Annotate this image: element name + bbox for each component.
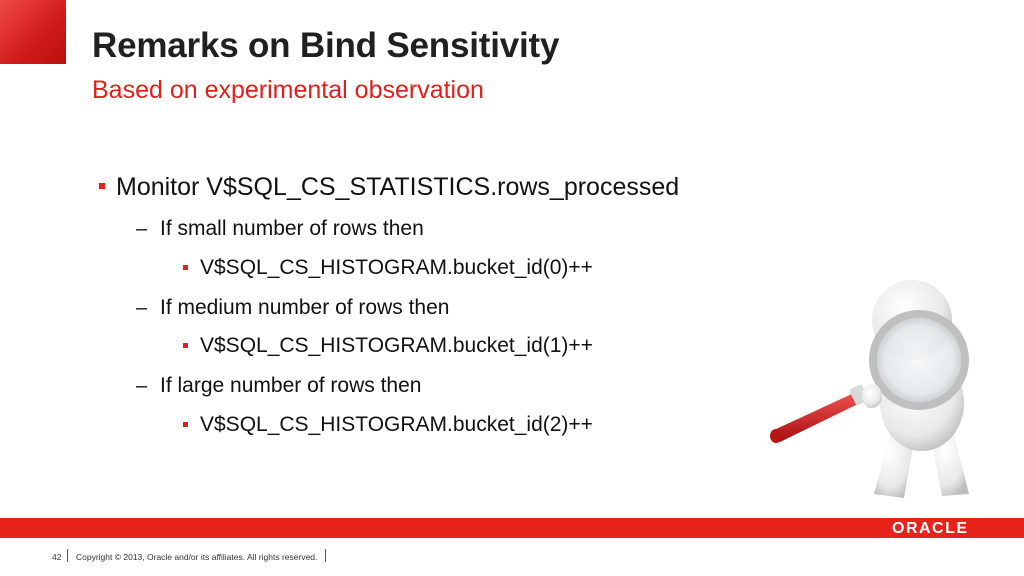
- slide-title: Remarks on Bind Sensitivity: [92, 26, 560, 65]
- bullet-item: If large number of rows then: [160, 374, 422, 397]
- bullet-item: V$SQL_CS_HISTOGRAM.bucket_id(2)++: [200, 413, 593, 436]
- footer-divider: [67, 549, 68, 562]
- footer-red-bar: [0, 518, 1024, 538]
- dash-icon: –: [136, 375, 148, 397]
- oracle-logo: ORACLE: [892, 520, 969, 537]
- bullet-item: V$SQL_CS_HISTOGRAM.bucket_id(0)++: [200, 256, 593, 279]
- footer-divider: [325, 549, 326, 562]
- bullet-item: If medium number of rows then: [160, 296, 450, 319]
- corner-accent-block: [0, 0, 66, 64]
- bullet-square-icon: [183, 422, 188, 427]
- dash-icon: –: [136, 297, 148, 319]
- bullet-item: If small number of rows then: [160, 217, 424, 240]
- copyright-text: Copyright © 2013, Oracle and/or its affiliates. All rights reserved.: [76, 552, 318, 562]
- slide-subtitle: Based on experimental observation: [92, 76, 484, 104]
- bullet-item: V$SQL_CS_HISTOGRAM.bucket_id(1)++: [200, 334, 593, 357]
- bullet-square-icon: [99, 183, 105, 189]
- page-number: 42: [52, 552, 62, 562]
- bullet-item: Monitor V$SQL_CS_STATISTICS.rows_processed: [116, 173, 680, 201]
- bullet-square-icon: [183, 265, 188, 270]
- bullet-square-icon: [183, 343, 188, 348]
- dash-icon: –: [136, 218, 148, 240]
- person-with-magnifying-glass-icon: [764, 268, 1024, 508]
